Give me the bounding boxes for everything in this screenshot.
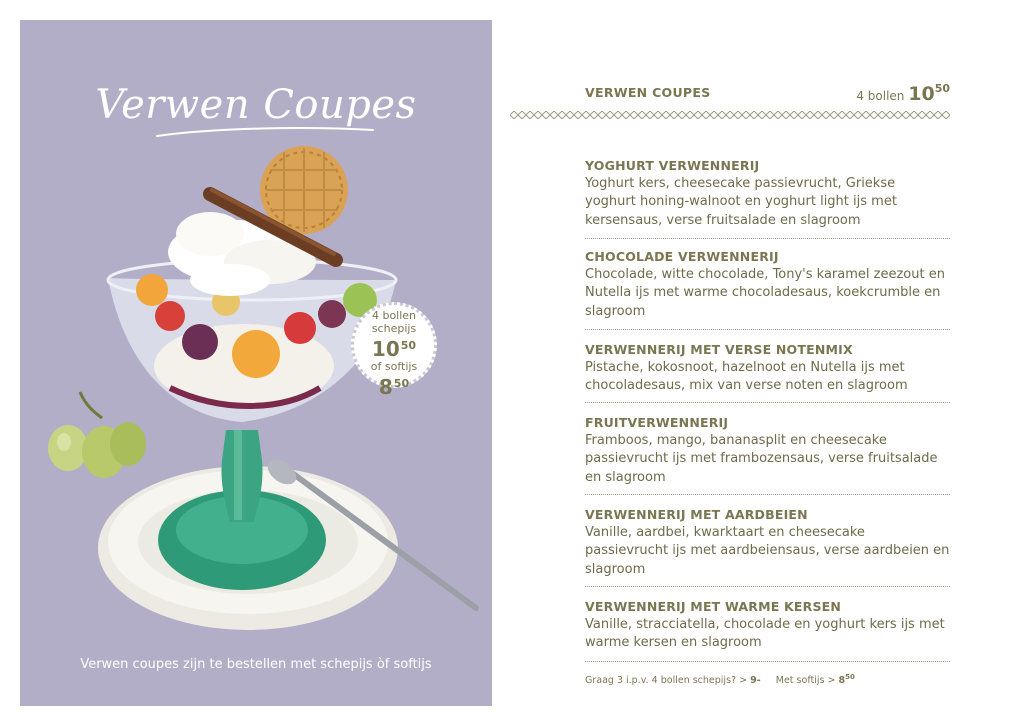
menu-item [585,247,950,330]
footer-question-price: 9- [750,675,761,687]
footer-softijs: Met softijs > [775,675,836,687]
menu-item [585,156,950,239]
menu-item [585,505,950,587]
menu-item-title: VERWENNERIJ MET WARME KERSEN [585,599,842,614]
menu-item [585,597,950,662]
price-main: 10 [908,83,935,105]
price-label: 4 bollen [856,89,905,103]
menu-section-price [856,82,950,105]
menu-item-title: YOGHURT VERWENNERIJ [585,158,760,173]
menu-item-title: VERWENNERIJ MET AARDBEIEN [585,507,808,522]
menu-item-description: Framboos, mango, bananasplit en cheesecake passievrucht ijs met frambozensaus, verse fruitsalade en slagroom [585,433,938,485]
coupe-photo-panel [20,20,492,706]
medallion-schepijs: schepijs [371,322,417,335]
medallion-price-schepijs: $10^{50}$ [371,337,417,361]
menu-header [585,82,950,104]
medallion-scoops: 4 bollen [371,309,417,322]
footer-question: Graag 3 i.p.v. 4 bollen schepijs? > [585,675,748,687]
panel-caption: Verwen coupes zijn te bestellen met schepijs òf softijs [80,657,432,672]
menu-section-title: VERWEN COUPES [585,85,711,100]
footer-softijs-cents: 50 [845,673,855,681]
price-medallion [351,302,437,399]
medallion-price-softijs: $8^{50}$ [378,375,410,399]
menu-item-description: Vanille, stracciatella, chocolade en yoghurt kers ijs met warme kersen en slagroom [585,617,945,651]
menu-item [585,413,950,495]
grapes-illustration [48,392,146,478]
menu-item-description: Yoghurt kers, cheesecake passievrucht, Griekse yoghurt honing-walnoot en yoghurt light ijs met kersensaus, verse fruitsalade en slagroom [585,176,897,228]
menu-item-description: Chocolade, witte chocolade, Tony's karamel zeezout en Nutella ijs met warme chocoladesaus, koekcrumble en slagroom [585,267,945,319]
footer-note [585,673,855,686]
menu-item-title: VERWENNERIJ MET VERSE NOTENMIX [585,342,853,357]
price-cents: 50 [934,82,950,95]
menu-item-title: CHOCOLADE VERWENNERIJ [585,249,779,264]
menu-item-description: Pistache, kokosnoot, hazelnoot en Nutella ijs met chocoladesaus, mix van verse noten en slagroom [585,360,908,394]
menu-item [585,340,950,403]
medallion-softijs: of softijs [370,360,418,373]
zigzag-divider [510,111,950,119]
menu-item-title: FRUITVERWENNERIJ [585,415,729,430]
menu-item-description: Vanille, aardbei, kwarktaart en cheesecake passievrucht ijs met aardbeiensaus, verse aardbeien en slagroom [585,525,950,577]
script-title: Verwen Coupes [95,82,417,128]
footer-softijs-price: 8 [838,675,846,687]
